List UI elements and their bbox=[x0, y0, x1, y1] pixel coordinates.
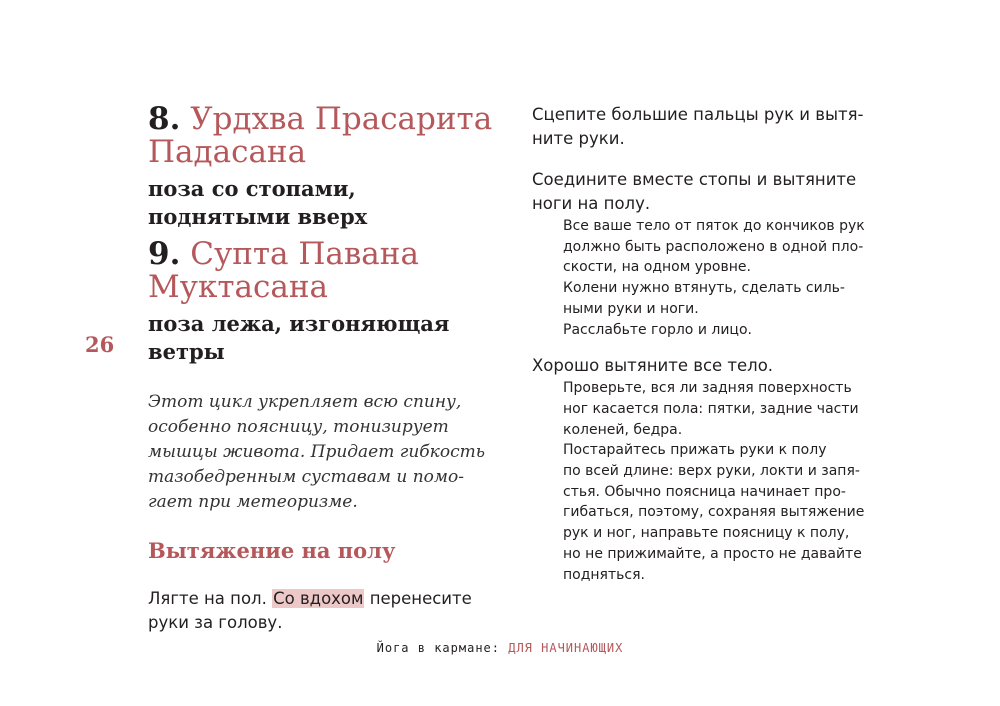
note-line: рук и ног, направьте поясницу к полу, bbox=[563, 525, 850, 542]
note-line: Колени нужно втянуть, сделать силь- bbox=[563, 280, 845, 297]
pose-8-subtitle-line2: поднятыми вверх bbox=[148, 204, 368, 229]
note-line: Проверьте, вся ли задняя поверхность bbox=[563, 380, 852, 397]
intro-line: гает при метеоризме. bbox=[148, 492, 358, 512]
page-number: 26 bbox=[85, 332, 115, 357]
step-join-feet bbox=[532, 168, 892, 216]
intro-line: тазобедренным суставам и помо- bbox=[148, 467, 464, 487]
pose-9-number: 9. bbox=[148, 236, 181, 272]
pose-9-name-line1: Супта Павана bbox=[190, 236, 419, 272]
pose-9-title bbox=[148, 238, 513, 304]
pose-8-name-line1: Урдхва Прасарита bbox=[190, 101, 493, 137]
note-line: Расслабьте горло и лицо. bbox=[563, 321, 752, 338]
intro-paragraph bbox=[148, 390, 513, 515]
step-line: ноги на полу. bbox=[532, 194, 651, 213]
footer-series-name: ДЛЯ НАЧИНАЮЩИХ bbox=[508, 641, 624, 655]
step-line: ните руки. bbox=[532, 129, 625, 148]
note-line: коленей, бедра. bbox=[563, 421, 683, 438]
intro-line: Этот цикл укрепляет всю спину, bbox=[148, 392, 462, 412]
note-line: стья. Обычно поясница начинает про- bbox=[563, 483, 846, 500]
note-line: но не прижимайте, а просто не давайте bbox=[563, 545, 862, 562]
step-line: Хорошо вытяните все тело. bbox=[532, 356, 774, 376]
step-join-feet-block bbox=[532, 168, 892, 340]
instruction-line2: руки за голову. bbox=[148, 613, 283, 632]
note-line: ног касается пола: пятки, задние части bbox=[563, 400, 859, 417]
instruction-after: перенесите bbox=[364, 589, 472, 608]
right-column bbox=[532, 103, 892, 585]
pose-9-name-line2: Муктасана bbox=[148, 269, 328, 305]
step-stretch-body bbox=[532, 354, 892, 378]
highlighted-phrase: Со вдохом bbox=[273, 589, 364, 608]
section-title: Вытяжение на полу bbox=[148, 538, 396, 563]
footer-book-title: Йога в кармане: bbox=[376, 641, 509, 655]
page-footer bbox=[0, 641, 1000, 655]
pose-8-number: 8. bbox=[148, 101, 181, 137]
note-line: по всей длине: верх руки, локти и запя- bbox=[563, 463, 860, 480]
note-body-alignment bbox=[563, 216, 892, 340]
note-line: должно быть расположено в одной пло- bbox=[563, 238, 864, 255]
instruction-before: Лягте на пол. bbox=[148, 589, 273, 608]
note-line: Все ваше тело от пяток до кончиков рук bbox=[563, 218, 865, 234]
note-check-floor bbox=[563, 378, 892, 585]
pose-9-subtitle-line1: поза лежа, изгоняющая bbox=[148, 311, 450, 336]
pose-8-title bbox=[148, 103, 513, 169]
step-line: Соедините вместе стопы и вытяните bbox=[532, 170, 857, 189]
note-line: подняться. bbox=[563, 566, 645, 583]
pose-8-name-line2: Падасана bbox=[148, 134, 307, 170]
step-clasp-thumbs bbox=[532, 103, 892, 151]
intro-line: особенно поясницу, тонизирует bbox=[148, 417, 449, 437]
instruction-paragraph bbox=[148, 587, 513, 635]
left-column bbox=[148, 103, 513, 635]
step-line: Сцепите большие пальцы рук и вытя- bbox=[532, 105, 864, 124]
pose-9-subtitle-line2: ветры bbox=[148, 339, 225, 364]
pose-9-subtitle bbox=[148, 310, 513, 366]
pose-8-subtitle-line1: поза со стопами, bbox=[148, 176, 356, 201]
note-line: ными руки и ноги. bbox=[563, 300, 699, 317]
intro-line: мышцы живота. Придает гибкость bbox=[148, 442, 485, 462]
note-line: скости, на одном уровне. bbox=[563, 259, 751, 276]
note-line: гибаться, поэтому, сохраняя вытяжение bbox=[563, 504, 865, 521]
note-line: Постарайтесь прижать руки к полу bbox=[563, 442, 827, 459]
pose-8-subtitle bbox=[148, 175, 513, 231]
step-stretch-block bbox=[532, 354, 892, 585]
